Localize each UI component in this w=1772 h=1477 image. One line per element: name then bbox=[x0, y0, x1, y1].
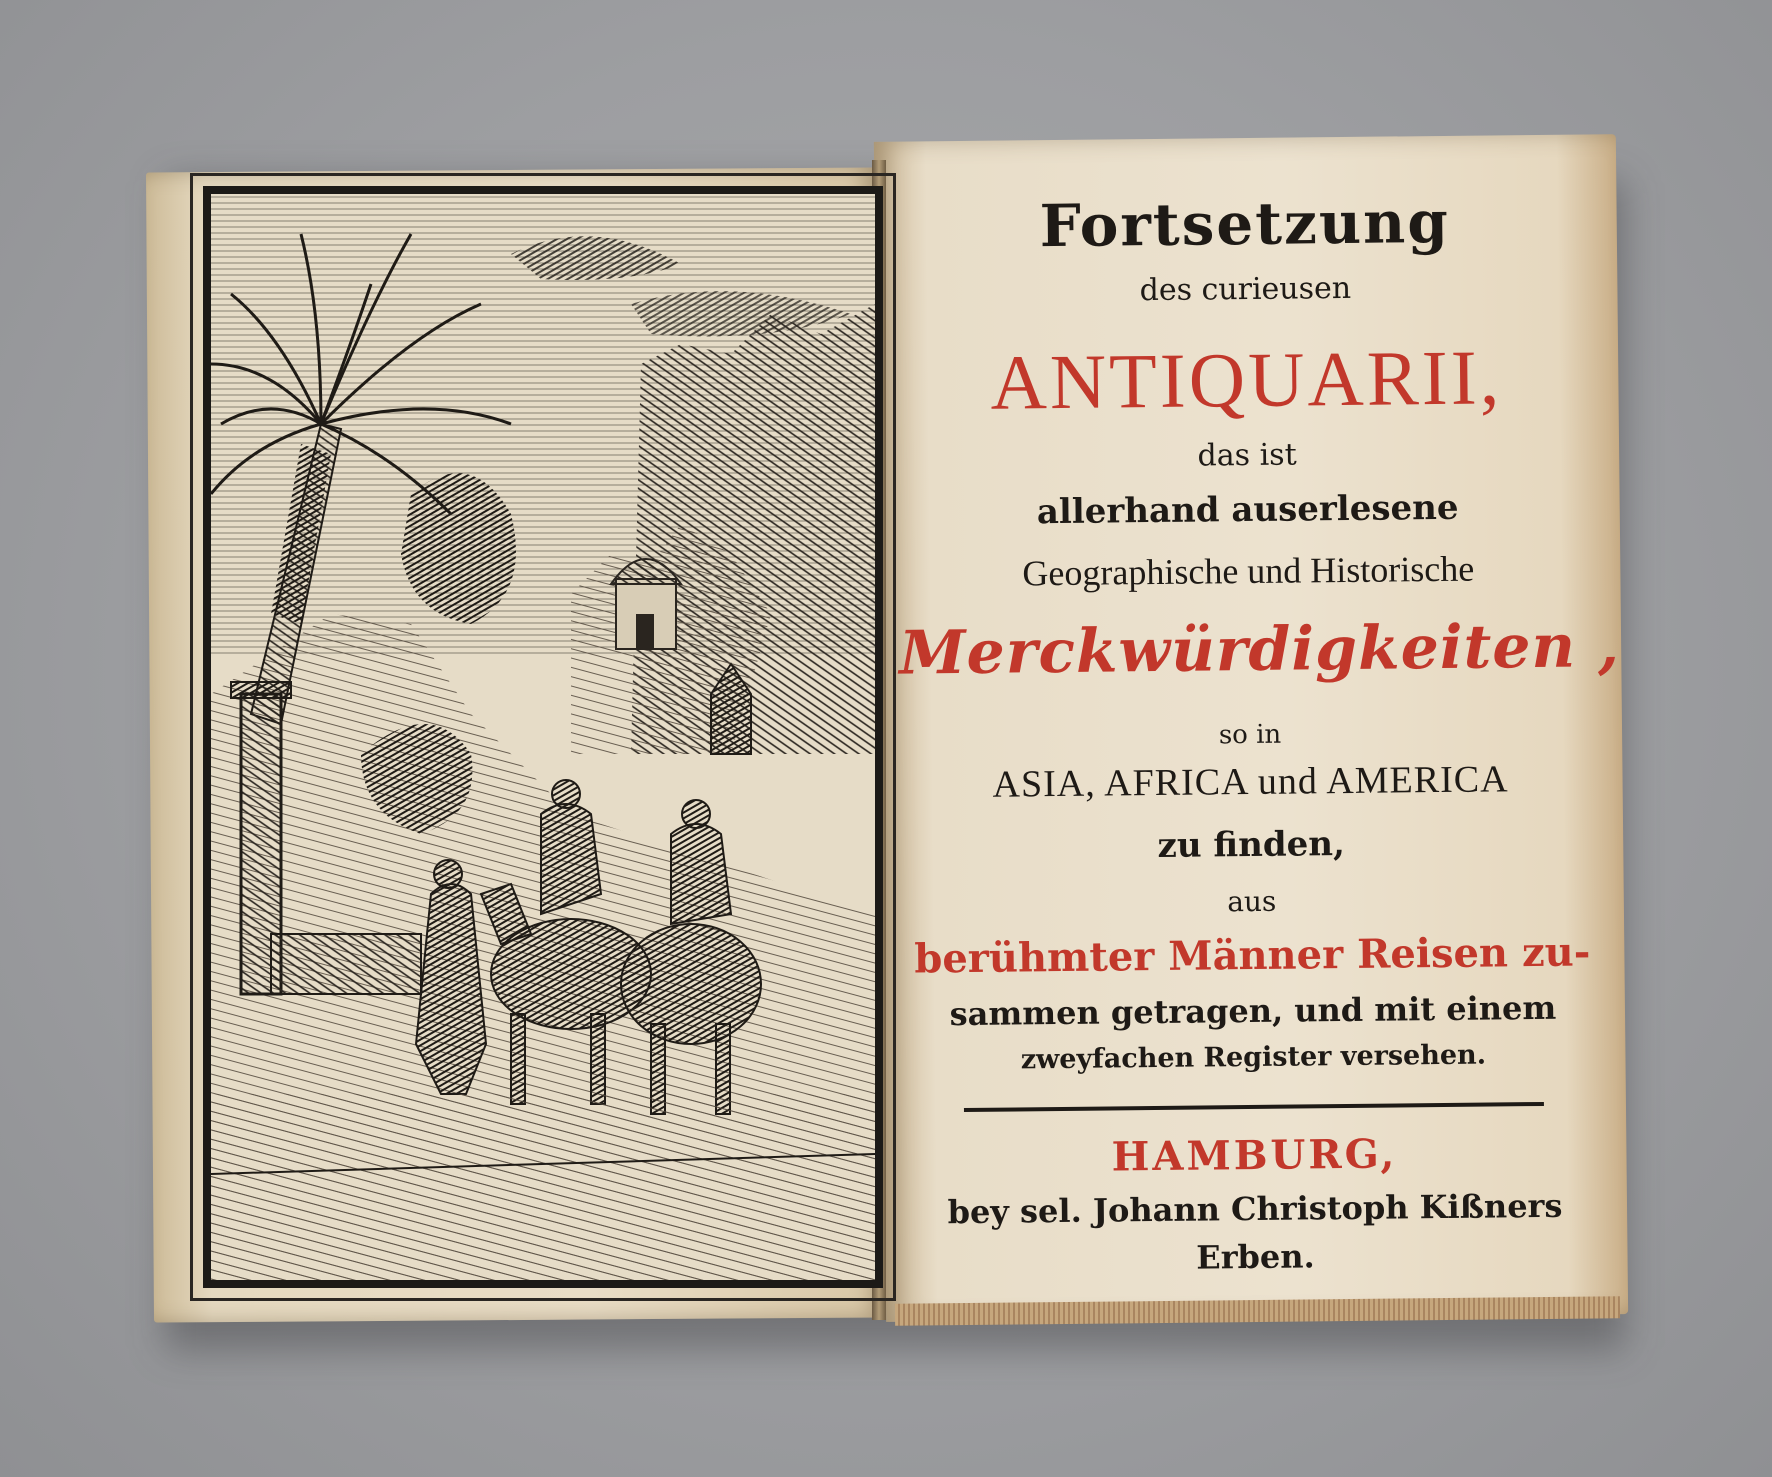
title-page-text bbox=[894, 156, 1621, 1303]
imprint-publisher: bey sel. Johann Christoph Kißners bbox=[947, 1186, 1563, 1232]
title-line-allerhand: allerhand auserlesene bbox=[1036, 487, 1459, 533]
title-line-des-curieusen: des curieusen bbox=[1139, 270, 1352, 309]
title-line-continents: ASIA, AFRICA und AMERICA bbox=[992, 758, 1509, 806]
imprint-rule bbox=[964, 1102, 1544, 1112]
title-line-geographische: Geographische und Historische bbox=[1022, 548, 1475, 594]
title-line-aus: aus bbox=[1227, 884, 1277, 919]
frontispiece-engraving bbox=[203, 186, 883, 1288]
engraving-travellers-landscape-icon bbox=[211, 194, 875, 1280]
title-line-beruehmter: berühmter Männer Reisen zu- bbox=[914, 928, 1591, 983]
title-line-register: zweyfachen Register versehen. bbox=[1020, 1039, 1487, 1076]
title-line-fortsetzung: Fortsetzung bbox=[1039, 187, 1451, 261]
imprint-place: HAMBURG, bbox=[1111, 1130, 1398, 1181]
title-line-das-ist: das ist bbox=[1197, 437, 1297, 474]
title-line-zu-finden: zu finden, bbox=[1157, 824, 1346, 866]
title-line-so-in: so in bbox=[1218, 719, 1282, 751]
title-line-merckwuerdigkeiten: Merckwürdigkeiten , bbox=[898, 611, 1621, 689]
imprint-erben: Erben. bbox=[1196, 1237, 1315, 1277]
title-line-antiquarii: ANTIQUARII, bbox=[990, 333, 1503, 426]
title-line-sammen: sammen getragen, und mit einem bbox=[949, 988, 1557, 1034]
